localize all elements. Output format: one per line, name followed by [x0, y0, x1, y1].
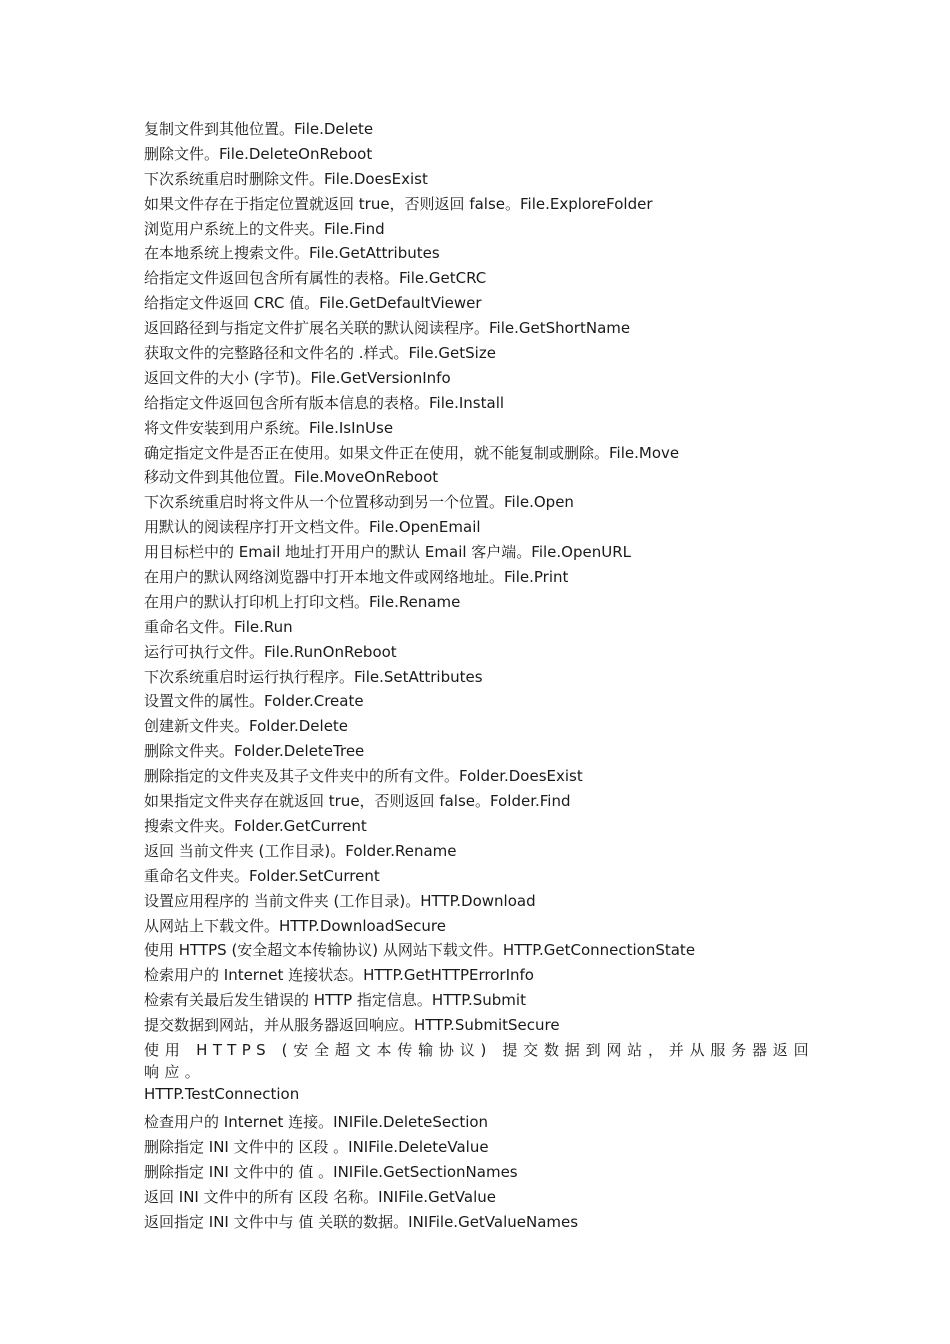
text-line: 将文件安装到用户系统。File.IsInUse — [144, 418, 394, 437]
text-line: 在本地系统上搜索文件。File.GetAttributes — [144, 244, 440, 263]
text-line: 给指定文件返回包含所有版本信息的表格。File.Install — [144, 393, 505, 412]
text-line: 如果文件存在于指定位置就返回 true，否则返回 false。File.ExploreFolder — [144, 194, 653, 213]
text-line: 返回指定 INI 文件中与 值 关联的数据。INIFile.GetValueNames — [144, 1212, 579, 1231]
text-line: 检索有关最后发生错误的 HTTP 指定信息。HTTP.Submit — [144, 991, 526, 1010]
wrapped-line-second: HTTP.TestConnection — [144, 1084, 300, 1103]
text-line: 删除指定 INI 文件中的 值 。INIFile.GetSectionNames — [144, 1162, 518, 1181]
text-line: 删除文件。File.DeleteOnReboot — [144, 144, 373, 163]
text-line: 设置应用程序的 当前文件夹 (工作目录)。HTTP.Download — [144, 891, 536, 910]
text-line: 返回路径到与指定文件扩展名关联的默认阅读程序。File.GetShortName — [144, 319, 631, 338]
text-line: 如果指定文件夹存在就返回 true，否则返回 false。Folder.Find — [144, 792, 571, 811]
text-line: 检索用户的 Internet 连接状态。HTTP.GetHTTPErrorInfo — [144, 966, 534, 985]
text-line: 使用 HTTPS (安全超文本传输协议) 从网站下载文件。HTTP.GetConnectionState — [144, 941, 696, 960]
text-line: 获取文件的完整路径和文件名的 .样式。File.GetSize — [144, 344, 496, 363]
text-line: 删除指定 INI 文件中的 区段 。INIFile.DeleteValue — [144, 1137, 489, 1156]
text-line: 创建新文件夹。Folder.Delete — [144, 717, 349, 736]
text-line: 检查用户的 Internet 连接。INIFile.DeleteSection — [144, 1112, 489, 1131]
document-body — [144, 117, 814, 1234]
text-line: 确定指定文件是否正在使用。如果文件正在使用，就不能复制或删除。File.Move — [144, 443, 680, 462]
text-line: 用目标栏中的 Email 地址打开用户的默认 Email 客户端。File.OpenURL — [144, 543, 631, 562]
text-line: 浏览用户系统上的文件夹。File.Find — [144, 219, 385, 238]
wrapped-text-line — [144, 1039, 814, 1105]
wrapped-line-first: 使用 HTTPS (安全超文本传输协议) 提交数据到网站，并从服务器返回响应。 — [144, 1040, 814, 1081]
text-line: 重命名文件夹。Folder.SetCurrent — [144, 866, 380, 885]
text-line: 删除指定的文件夹及其子文件夹中的所有文件。Folder.DoesExist — [144, 767, 583, 786]
text-line: 运行可执行文件。File.RunOnReboot — [144, 642, 397, 661]
text-line: 复制文件到其他位置。File.Delete — [144, 120, 374, 138]
text-line: 移动文件到其他位置。File.MoveOnReboot — [144, 468, 439, 487]
text-line: 下次系统重启时将文件从一个位置移动到另一个位置。File.Open — [144, 493, 574, 512]
text-line: 重命名文件。File.Run — [144, 617, 293, 636]
text-line: 返回文件的大小 (字节)。File.GetVersionInfo — [144, 368, 451, 387]
text-line: 删除文件夹。Folder.DeleteTree — [144, 742, 365, 761]
text-line: 下次系统重启时运行执行程序。File.SetAttributes — [144, 667, 483, 686]
text-line: 在用户的默认打印机上打印文档。File.Rename — [144, 592, 461, 611]
text-line: 设置文件的属性。Folder.Create — [144, 692, 364, 711]
text-line: 提交数据到网站，并从服务器返回响应。HTTP.SubmitSecure — [144, 1016, 560, 1035]
text-line: 返回 INI 文件中的所有 区段 名称。INIFile.GetValue — [144, 1187, 497, 1206]
text-line: 下次系统重启时删除文件。File.DoesExist — [144, 169, 428, 188]
text-line: 返回 当前文件夹 (工作目录)。Folder.Rename — [144, 841, 457, 860]
text-line: 给指定文件返回包含所有属性的表格。File.GetCRC — [144, 269, 487, 288]
text-line: 给指定文件返回 CRC 值。File.GetDefaultViewer — [144, 294, 482, 313]
text-line: 从网站上下载文件。HTTP.DownloadSecure — [144, 916, 446, 935]
text-line: 在用户的默认网络浏览器中打开本地文件或网络地址。File.Print — [144, 568, 569, 587]
text-line: 搜索文件夹。Folder.GetCurrent — [144, 816, 367, 835]
text-line: 用默认的阅读程序打开文档文件。File.OpenEmail — [144, 518, 481, 537]
